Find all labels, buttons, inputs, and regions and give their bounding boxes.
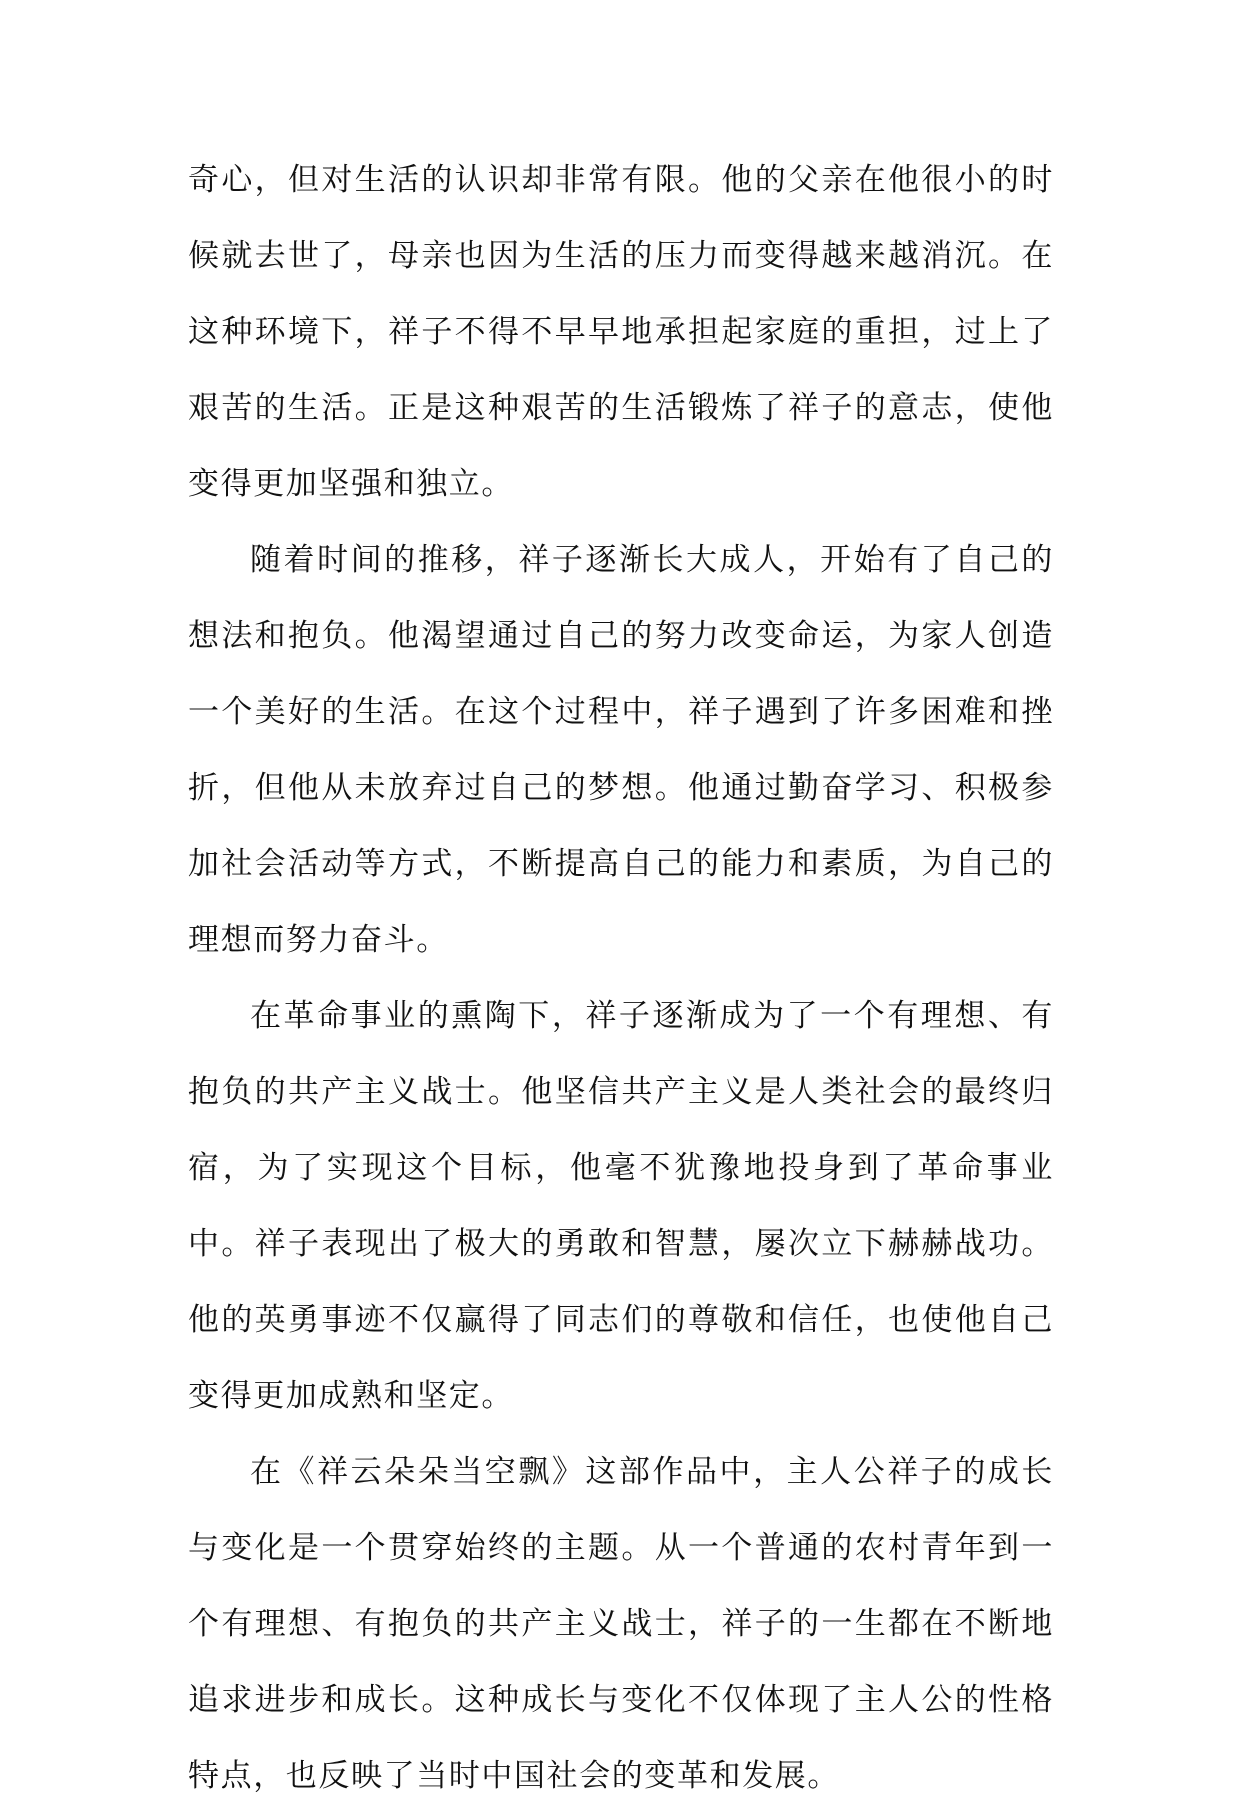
paragraph-1-continued: 奇心，但对生活的认识却非常有限。他的父亲在他很小的时候就去世了，母亲也因为生活的压力而变得越来越消沉。在这种环境下，祥子不得不早早地承担起家庭的重担，过上了艰苦的生活。正是这种艰苦的生活锻炼了祥子的意志，使他变得更加坚强和独立。 <box>188 162 1054 502</box>
paragraph-4: 在《祥云朵朵当空飘》这部作品中，主人公祥子的成长与变化是一个贯穿始终的主题。从一个普通的农村青年到一个有理想、有抱负的共产主义战士，祥子的一生都在不断地追求进步和成长。这种成长与变化不仅体现了主人公的性格特点，也反映了当时中国社会的变革和发展。 <box>188 1454 1054 1794</box>
paragraph-3: 在革命事业的熏陶下，祥子逐渐成为了一个有理想、有抱负的共产主义战士。他坚信共产主义是人类社会的最终归宿，为了实现这个目标，他毫不犹豫地投身到了革命事业中。祥子表现出了极大的勇敢和智慧，屡次立下赫赫战功。他的英勇事迹不仅赢得了同志们的尊敬和信任，也使他自己变得更加成熟和坚定。 <box>188 998 1054 1414</box>
document-body <box>188 142 1054 1814</box>
paragraph-2: 随着时间的推移，祥子逐渐长大成人，开始有了自己的想法和抱负。他渴望通过自己的努力改变命运，为家人创造一个美好的生活。在这个过程中，祥子遇到了许多困难和挫折，但他从未放弃过自己的梦想。他通过勤奋学习、积极参加社会活动等方式，不断提高自己的能力和素质，为自己的理想而努力奋斗。 <box>188 542 1054 958</box>
